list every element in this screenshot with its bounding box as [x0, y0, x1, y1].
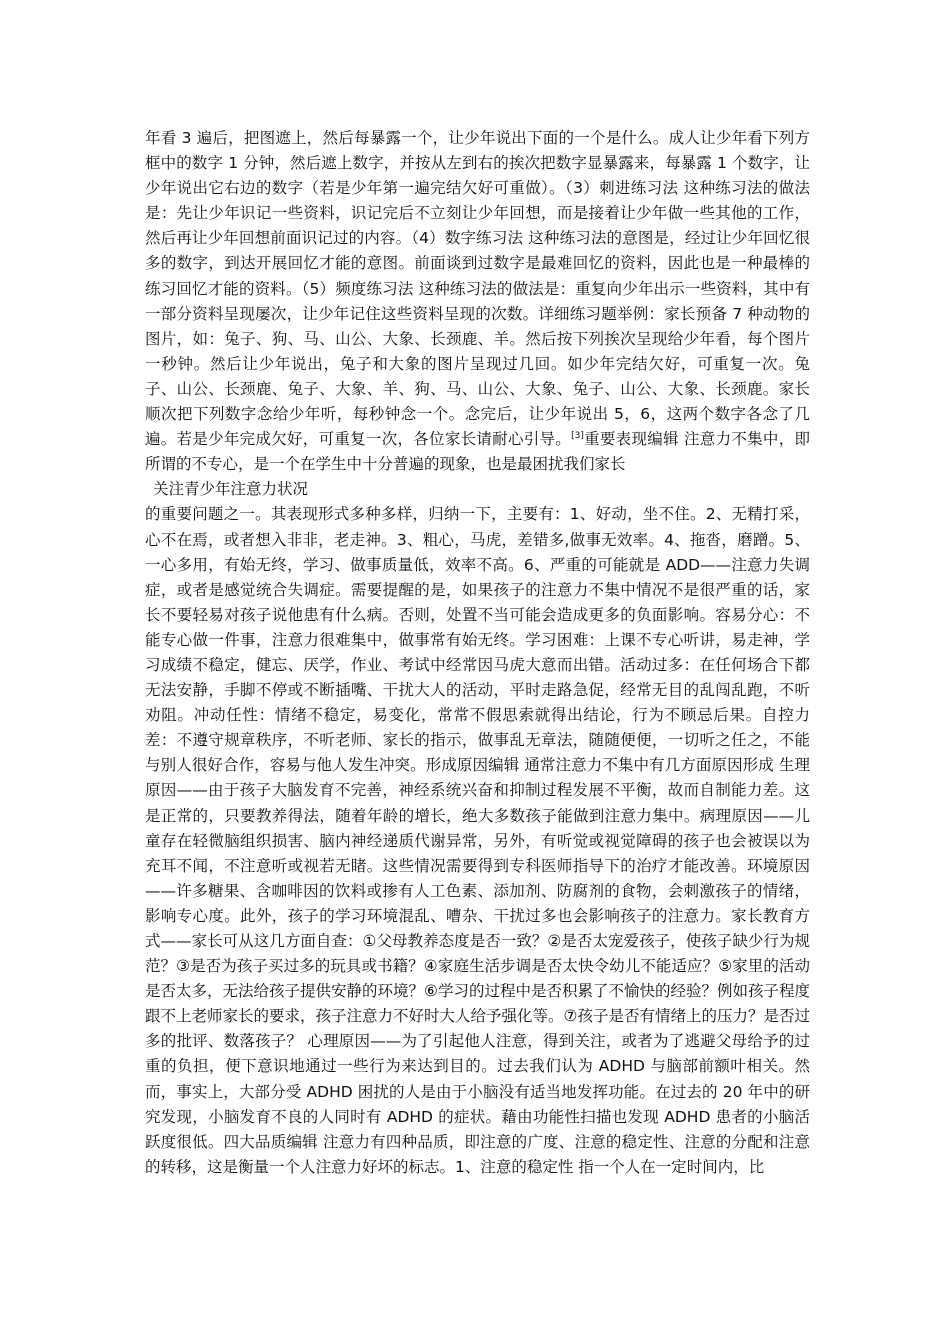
document-page — [145, 126, 810, 1180]
paragraph-1-text: 年看 3 遍后，把图遮上，然后每暴露一个，让少年说出下面的一个是什么。成人让少年看下列方框中的数字 1 分钟，然后遮上数字，并按从左到右的挨次把数字显暴露来，每暴露 1 个数字，让少年说出它右边的数字（若是少年第一遍完结欠好可重做）。（3）刺进练习法 这种练习法的做法是：先让少年识记一些资料，识记完后不立刻让少年回想，而是接着让少年做一些其他的工作，然后再让少年回想前面识记过的内容。（4）数字练习法 这种练习法的意图是，经过让少年回忆很多的数字，到达开展回忆才能的意图。前面谈到过数字是最难回忆的资料，因此也是一种最棒的练习回忆才能的资料。（5）频度练习法 这种练习法的做法是：重复向少年出示一些资料，其中有一部分资料呈现屡次，让少年记住这些资料呈现的次数。详细练习题举例：家长预备 7 种动物的图片，如：兔子、狗、马、山公、大象、长颈鹿、羊。然后按下列挨次呈现给少年看，每个图片一秒钟。然后让少年说出，兔子和大象的图片呈现过几回。如少年完结欠好，可重复一次。兔子、山公、长颈鹿、兔子、大象、羊、狗、马、山公、大象、兔子、山公、大象、长颈鹿。家长顺次把下列数字念给少年听，每秒钟念一个。念完后，让少年说出 5，6，这两个数字各念了几遍。若是少年完成欠好，可重复一次，各位家长请耐心引导。 — [145, 129, 810, 449]
paragraph-1-tail: 重要表现编辑 注意力不集中，即所谓的不专心，是一个在学生中十分普遍的现象，也是最困扰我们家长 — [145, 430, 810, 474]
subheading: 关注青少年注意力状况 — [153, 480, 309, 499]
body-paragraph-1 — [145, 126, 810, 477]
body-paragraph-2: 的重要问题之一。其表现形式多种多样，归纳一下，主要有：1、好动，坐不住。2、无精打采，心不在焉，或者想入非非，老走神。3、粗心，马虎，差错多,做事无效率。4、拖沓，磨蹭。5、一心多用，有始无终，学习、做事质量低，效率不高。6、严重的可能就是 ADD——注意力失调症，或者是感觉统合失调症。需要提醒的是，如果孩子的注意力不集中情况不是很严重的话，家长不要轻易对孩子说他患有什么病。否则，处置不当可能会造成更多的负面影响。容易分心：不能专心做一件事，注意力很难集中，做事常有始无终。学习困难：上课不专心听讲，易走神，学习成绩不稳定，健忘、厌学，作业、考试中经常因马虎大意而出错。活动过多：在任何场合下都无法安静，手脚不停或不断插嘴、干扰大人的活动，平时走路急促，经常无目的乱闯乱跑，不听劝阻。冲动任性：情绪不稳定，易变化，常常不假思索就得出结论，行为不顾忌后果。自控力差：不遵守规章秩序，不听老师、家长的指示，做事乱无章法，随随便便，一切听之任之，不能与别人很好合作，容易与他人发生冲突。形成原因编辑 通常注意力不集中有几方面原因形成 生理原因——由于孩子大脑发育不完善，神经系统兴奋和抑制过程发展不平衡，故而自制能力差。这是正常的，只要教养得法，随着年龄的增长，绝大多数孩子能做到注意力集中。病理原因——儿童存在轻微脑组织损害、脑内神经递质代谢异常，另外，有听觉或视觉障碍的孩子也会被误以为充耳不闻，不注意听或视若无睹。这些情况需要得到专科医师指导下的治疗才能改善。环境原因——许多糖果、含咖啡因的饮料或掺有人工色素、添加剂、防腐剂的食物，会刺激孩子的情绪，影响专心度。此外，孩子的学习环境混乱、嘈杂、干扰过多也会影响孩子的注意力。家长教育方式——家长可从这几方面自查：①父母教养态度是否一致？②是否太宠爱孩子，使孩子缺少行为规范？③是否为孩子买过多的玩具或书籍？④家庭生活步调是否太快令幼儿不能适应？⑤家里的活动是否太多，无法给孩子提供安静的环境？⑥学习的过程中是否积累了不愉快的经验？例如孩子程度跟不上老师家长的要求，孩子注意力不好时大人给予强化等。⑦孩子是否有情绪上的压力？是否过多的批评、数落孩子？ 心理原因——为了引起他人注意，得到关注，或者为了逃避父母给予的过重的负担，便下意识地通过一些行为来达到目的。过去我们认为 ADHD 与脑部前额叶相关。然而，事实上，大部分受 ADHD 困扰的人是由于小脑没有适当地发挥功能。在过去的 20 年中的研究发现，小脑发育不良的人同时有 ADHD 的症状。藉由功能性扫描也发现 ADHD 患者的小脑活跃度很低。四大品质编辑 注意力有四种品质，即注意的广度、注意的稳定性、注意的分配和注意的转移，这是衡量一个人注意力好坏的标志。1、注意的稳定性 指一个人在一定时间内，比 — [145, 505, 810, 1176]
reference-mark[interactable]: [3] — [571, 430, 584, 441]
